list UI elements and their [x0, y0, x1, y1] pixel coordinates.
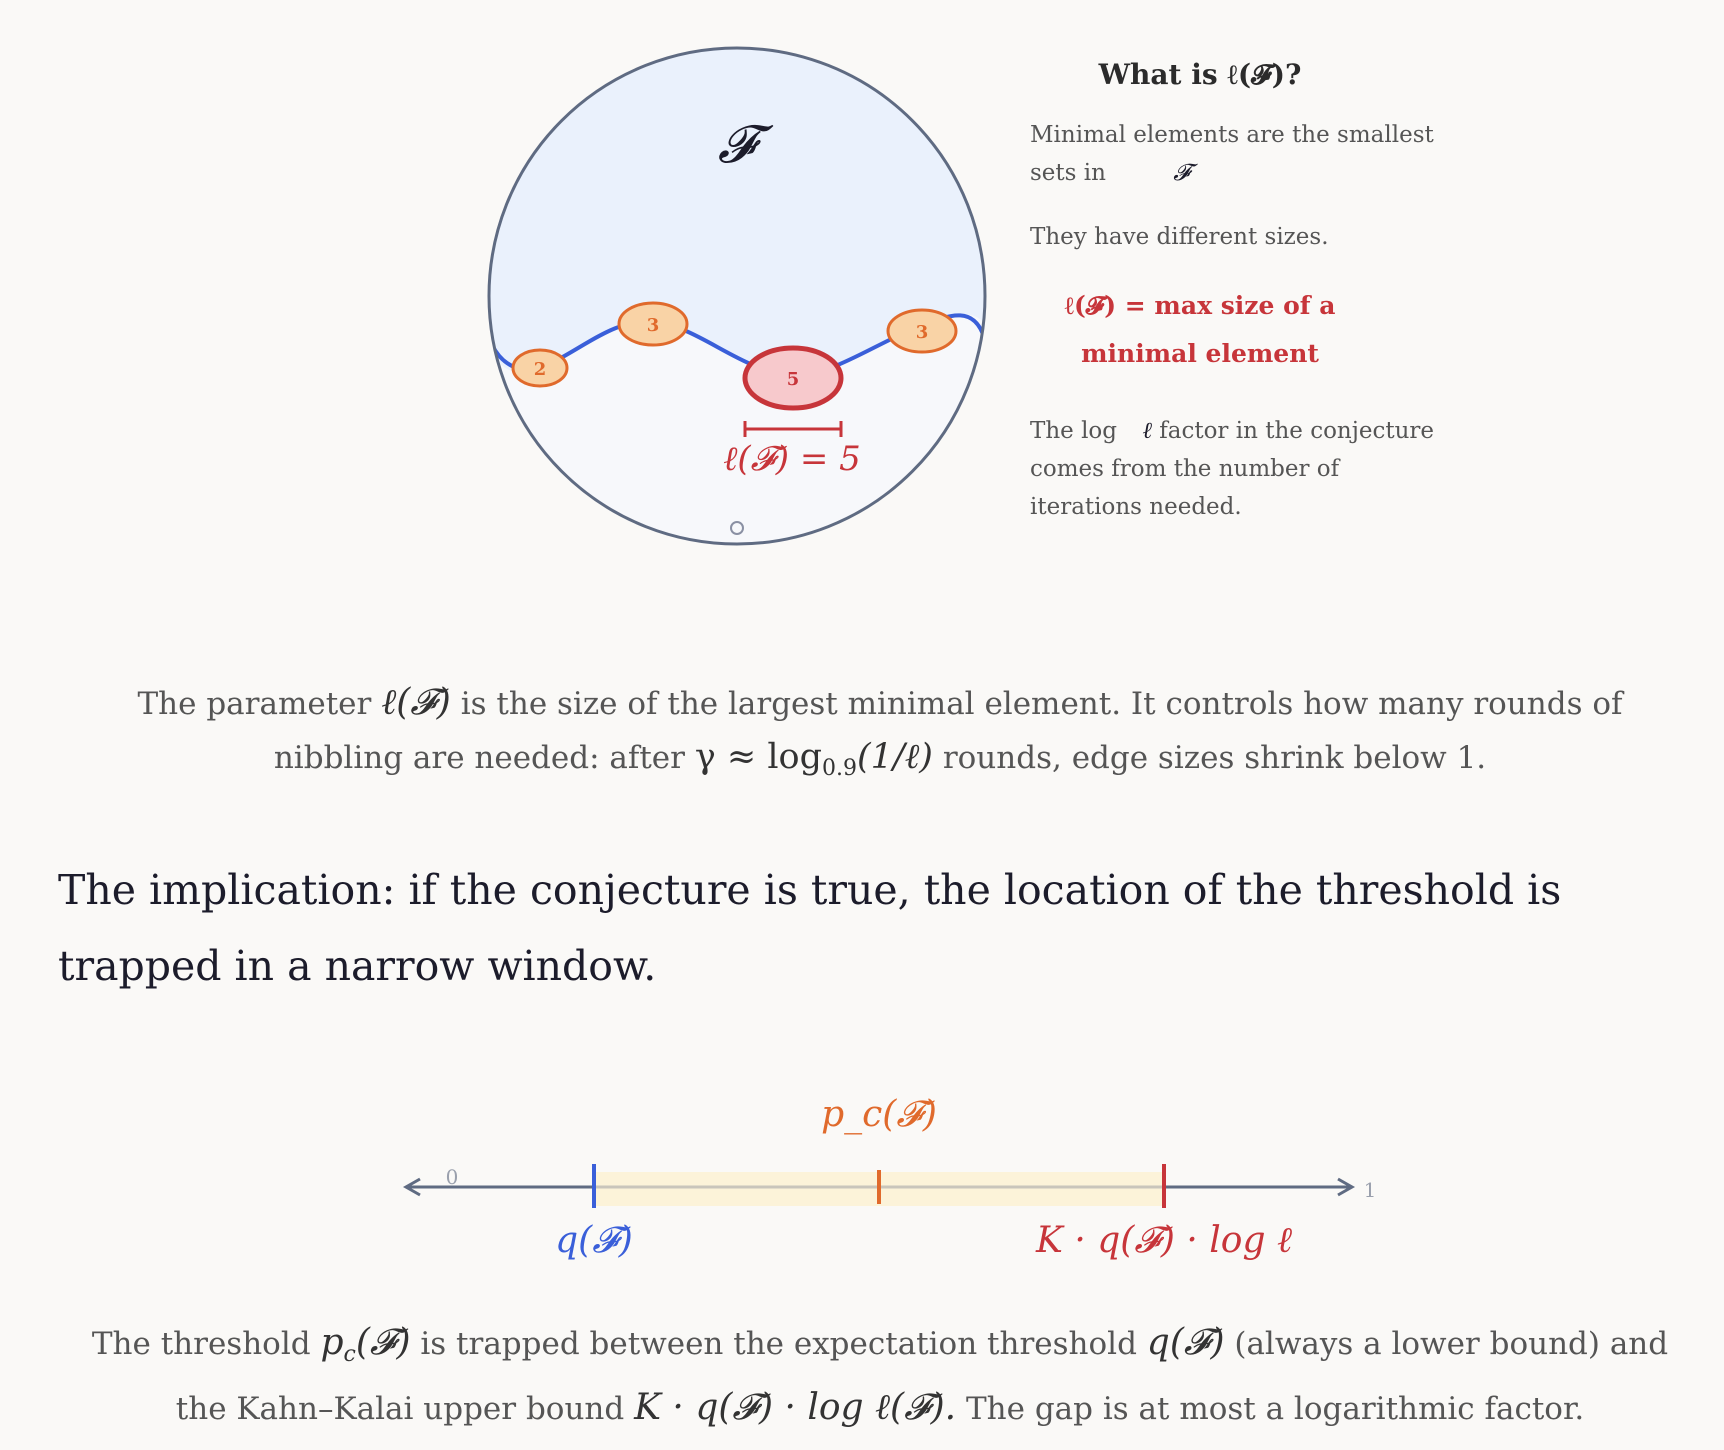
- para1-a: The parameter: [137, 686, 372, 722]
- para2-q: q(𝓕): [1146, 1322, 1225, 1363]
- q-label: q(𝓕): [555, 1220, 633, 1261]
- para2-pc-sub: c: [343, 1342, 356, 1368]
- side-note-p1: [1030, 116, 1450, 192]
- side-note-p3-part2: factor in the conjecture comes from the number of iterations needed.: [1030, 418, 1435, 520]
- element-5-label: 5: [786, 369, 800, 390]
- element-2-label: 2: [533, 359, 547, 380]
- side-note-p3: [1030, 412, 1450, 526]
- element-3-left-label: 3: [646, 315, 660, 336]
- number-line-one: 1: [1363, 1178, 1377, 1202]
- side-note-title: What is ℓ(𝓕)?: [1098, 58, 1302, 91]
- side-note-p1-symbol: 𝓕: [1173, 160, 1191, 186]
- ell-label: ℓ(𝓕) = 5: [723, 439, 861, 479]
- implication-heading: The implication: if the conjecture is true, the location of the threshold is trapped in a narrow window.: [58, 866, 1562, 990]
- side-note-p3-symbol: ℓ: [1142, 418, 1152, 444]
- parameter-paragraph: [80, 676, 1680, 795]
- upper-label: K · q(𝓕) · log ℓ: [1036, 1220, 1292, 1261]
- side-note-p2: They have different sizes.: [1030, 224, 1329, 250]
- family-label: 𝓕: [717, 115, 757, 175]
- side-note-definition-line2: minimal element: [1081, 339, 1319, 368]
- number-line-zero: 0: [445, 1165, 459, 1189]
- threshold-paragraph: [90, 1316, 1670, 1436]
- pc-label: p_c(𝓕): [821, 1094, 937, 1135]
- para1-gamma: γ ≈ log: [694, 737, 823, 777]
- para2-pc-arg: (𝓕): [355, 1322, 411, 1363]
- para1-arg: (1/ℓ): [857, 737, 933, 777]
- para2-a: The threshold: [91, 1326, 311, 1362]
- para2-d: The gap is at most a logarithmic factor.: [965, 1391, 1585, 1428]
- side-note-definition: [1030, 282, 1370, 378]
- side-note-definition-line1: ℓ(𝓕) = max size of a: [1064, 291, 1336, 320]
- para2-pc: p: [320, 1322, 344, 1363]
- side-note: [1030, 58, 1450, 552]
- para2-bound: K · q(𝓕) · log ℓ(𝓕).: [634, 1387, 957, 1429]
- para1-ell: ℓ(𝓕): [381, 682, 451, 723]
- para1-sub: 0.9: [822, 756, 858, 782]
- threshold-number-line: [0, 1080, 1724, 1280]
- family-diagram: [0, 0, 1000, 560]
- element-3-right-label: 3: [915, 322, 929, 343]
- para1-c: rounds, edge sizes shrink below 1.: [942, 740, 1487, 776]
- side-note-p1-text: Minimal elements are the smallest sets in: [1030, 122, 1434, 186]
- para1-b: is the size of the largest minimal element. It controls how many rounds of nibbling are needed: after: [273, 686, 1623, 776]
- side-note-p3-part1: The log: [1030, 418, 1118, 444]
- para2-b: is trapped between the expectation threshold: [420, 1326, 1137, 1362]
- para2-c: (always a lower bound) and the Kahn–Kalai upper bound: [175, 1326, 1669, 1428]
